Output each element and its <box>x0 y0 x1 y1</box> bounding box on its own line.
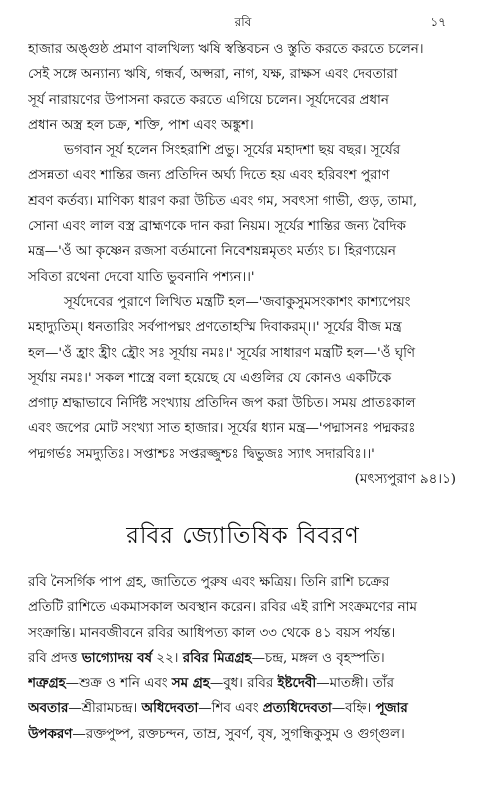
text-line <box>28 671 460 696</box>
text-run: —শিব এবং <box>198 701 263 717</box>
text-run: —বহ্নি। <box>331 701 376 717</box>
text-line: প্রসন্নতা এবং শান্তির জন্য প্রতিদিন অর্ঘ্য দিতে হয় এবং হরিবংশ পুরাণ <box>28 168 390 184</box>
text-run: ২২। <box>152 650 183 666</box>
text-line: রবি নৈসর্গিক পাপ গ্রহ, জাতিতে পুরুষ এবং ক্ষত্রিয়। তিনি রাশি চক্রের <box>28 575 390 590</box>
text-run: —মাতঙ্গী। তাঁর <box>316 676 394 692</box>
text-run: —বুধ। রবির <box>209 676 278 692</box>
body-text-section-1 <box>28 37 460 492</box>
text-line: প্রধান অস্ত্র হল চক্র, শক্তি, পাশ এবং অঙ্কুশ। <box>28 117 254 133</box>
text-line <box>28 722 460 747</box>
text-line: সংক্রান্তি। মানবজীবনে রবির আধিপত্য কাল ৩৩ থেকে ৪১ বয়স পর্যন্ত। <box>28 625 396 641</box>
text-line: প্রতিটি রাশিতে একমাসকাল অবস্থান করেন। রবির এই রাশি সংক্রমণের নাম <box>28 600 417 616</box>
citation: (মৎস্যপুরাণ ৯৪।১) <box>354 472 456 488</box>
bold-term: ভাগ্যোদয় বর্ষ <box>81 649 152 666</box>
bold-term: ইষ্টদেবী <box>277 675 317 692</box>
text-run: —চন্দ্র, মঙ্গল ও বৃহস্পতি। <box>251 650 385 666</box>
text-line: মহাদ্যুতিম্। ধনতারিং সর্বপাপঘ্নং প্রণতোহস্মি দিবাকরম্।।' সূর্যের বীজ মন্ত্র <box>28 320 402 336</box>
bold-term: পূজার <box>375 700 408 717</box>
page-header <box>0 14 486 32</box>
body-text-section-2 <box>28 570 460 747</box>
bold-term: উপকরণ <box>28 725 73 742</box>
text-line: প্রগাঢ় শ্রদ্ধাভাবে নির্দিষ্ট সংখ্যায় প্রতিদিন জপ করা উচিত। সময় প্রাতঃকাল <box>28 396 416 412</box>
text-run: রবি প্রদত্ত <box>28 650 82 666</box>
text-line: পদ্মগর্ভঃ সমদ্যুতিঃ। সপ্তাশ্চঃ সপ্তরজ্জুশ্চঃ দ্বিভুজঃ স্যাৎ সদারবিঃ।।' <box>28 446 375 462</box>
bold-term: রবির মিত্রগ্রহ <box>182 649 252 666</box>
bold-term: অধিদেবতা <box>141 700 199 717</box>
text-line: সূর্যদেবের পুরাণে লিখিত মন্ত্রটি হল—'জবাকুসুমসংকাশং কাশ্যপেয়ং <box>64 294 411 310</box>
running-title: রবি <box>234 15 252 29</box>
bold-term: প্রত্যধিদেবতা <box>262 700 332 717</box>
text-line: ভগবান সূর্য হলেন সিংহরাশি প্রভু। সূর্যের মহাদশা ছয় বছর। সূর্যের <box>64 143 401 159</box>
text-line: হাজার অঙ্গুষ্ঠ প্রমাণ বালখিল্য ঋষি স্বস্তিবচন ও স্তুতি করতে করতে চলেন। <box>28 42 424 57</box>
page-number: ১৭ <box>430 15 446 29</box>
text-line: এবং জপের মোট সংখ্যা সাত হাজার। সূর্যের ধ্যান মন্ত্র—'পদ্মাসনঃ পদ্মকরঃ <box>28 421 416 437</box>
section-heading: রবির জ্যোতিষিক বিবরণ <box>126 523 360 549</box>
text-line: সূর্যায় নমঃ।' সকল শাস্ত্রে বলা হয়েছে যে এগুলির যে কোনও একটিকে <box>28 370 392 386</box>
bold-term: সম গ্রহ <box>171 675 210 692</box>
text-line: সেই সঙ্গে অন্যান্য ঋষি, গন্ধর্ব, অপ্সরা, নাগ, যক্ষ, রাক্ষস এবং দেবতারা <box>28 67 398 83</box>
text-line: শ্রবণ কর্তব্য। মাণিক্য ধারণ করা উচিত এবং গম, সবৎসা গাভী, গুড়, তামা, <box>28 193 418 209</box>
text-line: সোনা এবং লাল বস্ত্র ব্রাহ্মণকে দান করা নিয়ম। সূর্যের শান্তির জন্য বৈদিক <box>28 219 406 235</box>
text-run: —শুক্র ও শনি এবং <box>65 676 172 692</box>
text-line: হল—'ওঁ হ্রাং হ্রীং হ্রৌং সঃ সূর্যায় নমঃ।' সূর্যের সাধারণ মন্ত্রটি হল—'ওঁ ঘৃণি <box>28 345 416 361</box>
text-run: —শ্রীরামচন্দ্র। <box>68 701 142 717</box>
text-line: সবিতা রথেনা দেবো যাতি ভুবনানি পশ্যন।।' <box>28 269 255 285</box>
bold-term: শত্রুগ্রহ <box>28 675 66 692</box>
text-run: —রক্তপুষ্প, রক্তচন্দন, তাম্র, সুবর্ণ, বৃষ, সুগন্ধিকুসুম ও গুগ্গুল। <box>72 726 405 742</box>
bold-term: অবতার <box>28 700 69 717</box>
text-line <box>28 696 460 721</box>
text-line <box>28 646 460 671</box>
text-line: সূর্য নারায়ণের উপাসনা করতে করতে এগিয়ে চলেন। সূর্যদেবের প্রধান <box>28 92 389 108</box>
text-line: মন্ত্র—'ওঁ আ কৃষ্ণেন রজসা বর্তমানো নিবেশয়ন্নমৃতং মর্ত্যং চ। হিরণ্যয়েন <box>28 244 396 260</box>
